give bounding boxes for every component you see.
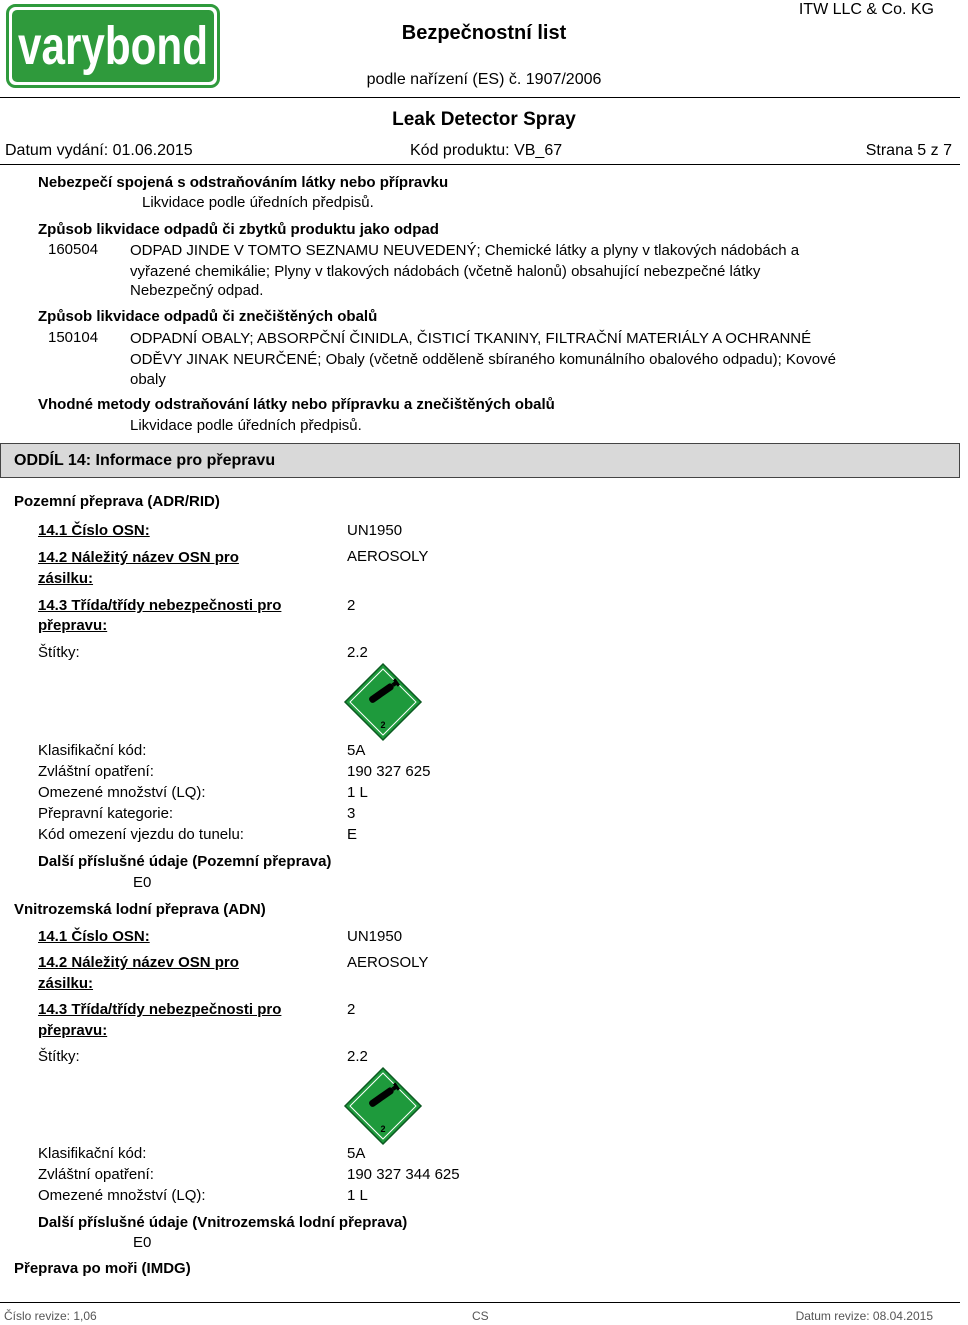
adn-labels-label: Štítky: — [38, 1048, 80, 1065]
adn-un-label: 14.1 Číslo OSN: — [38, 928, 150, 945]
revision-date: Datum revize: 08.04.2015 — [795, 1309, 933, 1323]
adr-lq-value: 1 L — [347, 784, 368, 801]
footer-divider — [0, 1302, 960, 1303]
adn-class-code-value: 5A — [347, 1145, 366, 1162]
adn-heading: Vnitrozemská lodní přeprava (ADN) — [14, 901, 266, 918]
adn-labels-value: 2.2 — [347, 1048, 368, 1065]
adr-class-label-1: 14.3 Třída/třídy nebezpečnosti pro — [38, 597, 282, 614]
adr-tunnel-value: E — [347, 826, 358, 843]
methods-text: Likvidace podle úředních předpisů. — [130, 417, 362, 434]
disposal-hazards-heading: Nebezpečí spojená s odstraňováním látky nebo přípravku — [38, 174, 449, 191]
header-divider-top — [0, 97, 960, 98]
adr-placard-number: 2 — [380, 720, 386, 730]
imdg-heading: Přeprava po moři (IMDG) — [14, 1260, 191, 1277]
adr-lq-label: Omezené množství (LQ): — [38, 784, 206, 801]
adr-class-code-label: Klasifikační kód: — [38, 742, 147, 759]
methods-heading: Vhodné metody odstraňování látky nebo přípravku a znečištěných obalů — [38, 396, 555, 413]
adr-other-value: E0 — [133, 874, 152, 891]
packaging-code: 150104 — [48, 329, 99, 346]
header-divider-bottom — [0, 164, 960, 165]
adn-placard-number: 2 — [380, 1124, 386, 1134]
adr-category-label: Přepravní kategorie: — [38, 805, 174, 822]
logo-text: varybond — [18, 16, 208, 76]
adr-special-value: 190 327 625 — [347, 763, 431, 780]
adn-special-label: Zvláštní opatření: — [38, 1166, 154, 1183]
language-code: CS — [472, 1309, 489, 1323]
section-14-title: ODDÍL 14: Informace pro přepravu — [14, 452, 276, 469]
adr-labels-label: Štítky: — [38, 644, 80, 661]
adr-name-label-2: zásilku: — [38, 570, 94, 587]
adr-heading: Pozemní přeprava (ADR/RID) — [14, 493, 220, 510]
adn-un-value: UN1950 — [347, 928, 403, 945]
adr-class-label-2: přepravu: — [38, 617, 108, 634]
adn-other-heading: Další příslušné údaje (Vnitrozemská lodní přeprava) — [38, 1214, 408, 1231]
adn-name-label-1: 14.2 Náležitý název OSN pro — [38, 954, 239, 971]
adr-special-label: Zvláštní opatření: — [38, 763, 154, 780]
adn-name-label-2: zásilku: — [38, 975, 94, 992]
page-number: Strana 5 z 7 — [865, 142, 952, 159]
adr-category-value: 3 — [347, 805, 356, 822]
adn-class-value: 2 — [347, 1001, 356, 1018]
adr-gas-cylinder-placard-icon — [343, 662, 423, 742]
document-title: Bezpečnostní list — [401, 22, 567, 44]
adn-other-value: E0 — [133, 1234, 152, 1251]
product-name: Leak Detector Spray — [392, 109, 576, 130]
issue-date: Datum vydání: 01.06.2015 — [5, 142, 193, 159]
adn-lq-label: Omezené množství (LQ): — [38, 1187, 206, 1204]
adn-name-value: AEROSOLY — [347, 954, 429, 971]
waste-code: 160504 — [48, 241, 99, 258]
company-name: ITW LLC & Co. KG — [798, 1, 934, 18]
adr-name-label-1: 14.2 Náležitý název OSN pro — [38, 549, 239, 566]
adr-un-label: 14.1 Číslo OSN: — [38, 522, 150, 539]
adr-un-value: UN1950 — [347, 522, 403, 539]
section-14-bar — [0, 443, 960, 478]
adr-other-heading: Další příslušné údaje (Pozemní přeprava) — [38, 853, 332, 870]
adn-class-code-label: Klasifikační kód: — [38, 1145, 147, 1162]
revision-number: Číslo revize: 1,06 — [4, 1309, 97, 1323]
disposal-hazards-text: Likvidace podle úředních předpisů. — [142, 194, 374, 211]
adr-class-code-value: 5A — [347, 742, 366, 759]
waste-heading: Způsob likvidace odpadů či zbytků produktu jako odpad — [38, 221, 439, 238]
packaging-heading: Způsob likvidace odpadů či znečištěných obalů — [38, 308, 378, 325]
adn-lq-value: 1 L — [347, 1187, 368, 1204]
waste-text: ODPAD JINDE V TOMTO SEZNAMU NEUVEDENÝ; Chemické látky a plyny v tlakových nádobách a vyřazené chemikálie; Plyny v tlakových nádobách (včetně halonů) obsahující nebezpečné látky — [130, 242, 800, 280]
adr-labels-value: 2.2 — [347, 644, 368, 661]
waste-note: Nebezpečný odpad. — [130, 282, 264, 299]
product-code: Kód produktu: VB_67 — [410, 142, 563, 159]
adr-tunnel-label: Kód omezení vjezdu do tunelu: — [38, 826, 244, 843]
adn-class-label-2: přepravu: — [38, 1022, 108, 1039]
adn-class-label-1: 14.3 Třída/třídy nebezpečnosti pro — [38, 1001, 282, 1018]
packaging-text: ODPADNÍ OBALY; ABSORPČNÍ ČINIDLA, ČISTICÍ TKANINY, FILTRAČNÍ MATERIÁLY A OCHRANNÉ ODĚVY JINAK NEURČENÉ; Obaly (včetně odděleně sbíraného komunálního obalového odpadu); Kovové obaly — [130, 330, 836, 388]
regulation: podle nařízení (ES) č. 1907/2006 — [366, 71, 602, 88]
adn-special-value: 190 327 344 625 — [347, 1166, 460, 1183]
adr-class-value: 2 — [347, 597, 356, 614]
adn-gas-cylinder-placard-icon — [343, 1066, 423, 1146]
adr-name-value: AEROSOLY — [347, 548, 429, 565]
